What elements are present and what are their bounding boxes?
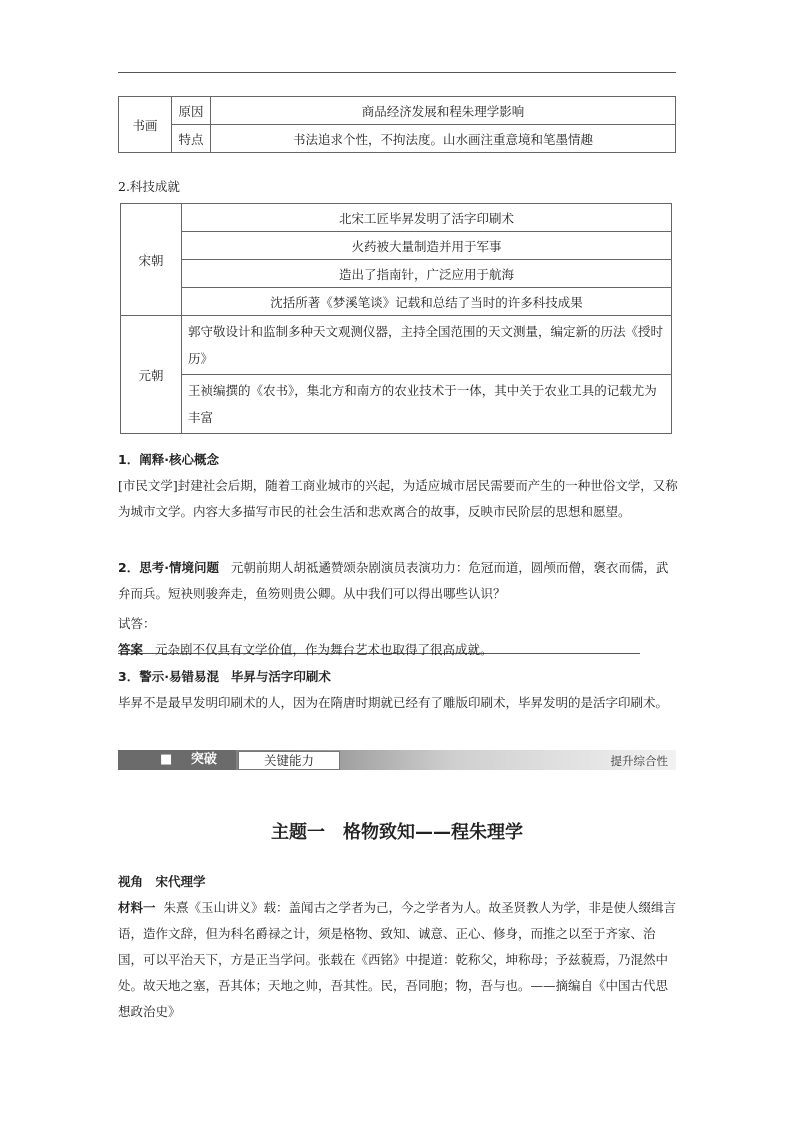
q3-heading-row [118,664,331,690]
song-label: 宋朝 [121,204,182,316]
banner-tag-breakthrough: ■ 突破 [118,750,236,770]
header-rule [118,72,676,73]
art-table [118,96,676,153]
q1-text: [市民文学]封建社会后期，随着工商业城市的兴起，为适应城市居民需要而产生的一种世俗文学，又称为城市文学。内容大多描写市民的社会生活和悲欢离合的故事，反映市民阶层的思想和愿望。 [118,478,678,519]
art-content-reason: 商品经济发展和程朱理学影响 [211,97,676,125]
q3-topic: 毕昇与活字印刷术 [230,669,331,684]
q3-text: 毕昇不是最早发明印刷术的人，因为在隋唐时期就已经有了雕版印刷术，毕昇发明的是活字印刷术。 [118,695,669,710]
material1-text: 朱熹《玉山讲义》载：盖闻古之学者为己，今之学者为人。故圣贤教人为学，非是使人缀缉言语，造作文辞，但为科名爵禄之计，须是格物、致知、诚意、正心、修身，而推之以至于齐家、治国，可以平治天下，方是正当学问。张载在《西铭》中提道：乾称父，坤称母；予兹藐焉，乃混然中处。故天地之塞，吾其体；天地之帅，吾其性。民，吾同胞；物，吾与也。 [118,900,676,993]
section-banner [118,750,676,770]
answer-text: 元杂剧不仅具有文学价值，作为舞台艺术也取得了很高成就。 [154,642,493,657]
angle-heading: 视角 宋代理学 [118,874,206,889]
q1-heading: 1．阐释·核心概念 [118,452,219,467]
answer-label: 答案 [118,642,144,657]
q2-heading: 2．思考·情境问题 [118,560,219,575]
song-item: 火药被大量制造并用于军事 [182,232,672,260]
tech-table [120,203,672,434]
q2-text: 元朝前期人胡祗遹赞颂杂剧演员表演功力：危冠而道，圆颅而僧，褒衣而儒，武弁而兵。短袂则骏奔走，鱼笏则贵公卿。从中我们可以得出哪些认识？ [118,560,669,601]
yuan-label: 元朝 [121,316,182,434]
banner-tag-ability: 关键能力 [238,751,340,770]
art-row-header: 书画 [119,97,172,153]
art-label-feature: 特点 [172,125,211,153]
q3-heading: 3．警示·易错易混 [118,669,219,684]
answer-row [118,637,678,663]
try-label: 试答： [118,616,156,631]
song-item: 造出了指南针，广泛应用于航海 [182,260,672,288]
material1-label: 材料一 [118,900,156,915]
material1-block [118,895,678,1025]
banner-right-text: 提升综合性 [610,754,668,768]
section2-title: 2.科技成就 [118,179,180,194]
yuan-item: 郭守敬设计和监制多种天文观测仪器，主持全国范围的天文测量，编定新的历法《授时历》 [182,316,672,375]
art-label-reason: 原因 [172,97,211,125]
square-bullet-icon: ■ [160,752,173,767]
song-item: 北宋工匠毕昇发明了活字印刷术 [182,204,672,232]
theme-title: 主题一 格物致知——程朱理学 [271,822,523,843]
material1-source: ——摘编自《中国古代思想政治史》 [118,978,669,1019]
song-item: 沈括所著《梦溪笔谈》记载和总结了当时的许多科技成果 [182,288,672,316]
art-content-feature: 书法追求个性，不拘法度。山水画注重意境和笔墨情趣 [211,125,676,153]
q2-block [118,555,678,607]
yuan-item: 王祯编撰的《农书》，集北方和南方的农业技术于一体，其中关于农业工具的记载尤为丰富 [182,375,672,434]
